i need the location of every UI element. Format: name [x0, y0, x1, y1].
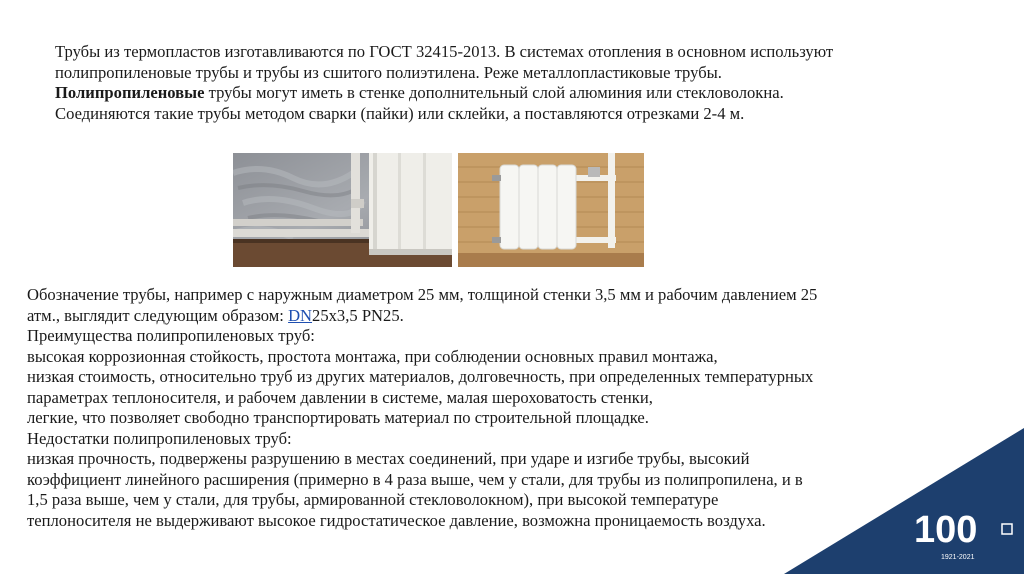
- intro-line-3: [55, 83, 985, 104]
- corner-triangle: [784, 428, 1024, 574]
- photo-radiator: [458, 153, 644, 267]
- intro-line-3-rest: трубы могут иметь в стенке дополнительный слой алюминия или стекловолокна.: [204, 83, 784, 102]
- disadvantages-line-2: коэффициент линейного расширения (примерно в 4 раза выше, чем у стали, для трубы из полипропилена, и в: [27, 469, 803, 489]
- advantages-heading: Преимущества полипропиленовых труб:: [27, 326, 315, 345]
- dn-link[interactable]: DN: [288, 305, 313, 325]
- designation-line-1: Обозначение трубы, например с наружным диаметром 25 мм, толщиной стенки 3,5 мм и рабочим давлением 25: [27, 285, 818, 304]
- logo-years: 1921-2021: [941, 554, 975, 561]
- anniversary-logo-corner: [764, 414, 1024, 574]
- designation-line-2: [27, 306, 977, 327]
- designation-suffix: 25x3,5 PN25.: [312, 305, 404, 325]
- disadvantages-line-3: 1,5 раза выше, чем у стали, для трубы, армированной стекловолокном), при высокой температуре: [27, 490, 719, 509]
- intro-line-4: Соединяются такие трубы методом сварки (пайки) или склейки, а поставляются отрезками 2-4 м.: [55, 103, 745, 123]
- intro-paragraph: [55, 42, 985, 124]
- disadvantages-line-4: теплоносителя не выдерживают высокое гидростатическое давление, возможна проницаемость воздуха.: [27, 510, 766, 530]
- advantages-line-2: низкая стоимость, относительно труб из других материалов, долговечность, при определенных температурных: [27, 367, 814, 386]
- photo-pipes-floor: [233, 153, 452, 267]
- intro-line-2: полипропиленовые трубы и трубы из сшитого полиэтилена. Реже металлопластиковые трубы.: [55, 62, 722, 82]
- advantages-line-4: легкие, что позволяет свободно транспортировать материал по строительной площадке.: [27, 408, 649, 427]
- advantages-line-1: высокая коррозионная стойкость, простота монтажа, при соблюдении основных правил монтажа,: [27, 346, 718, 366]
- designation-prefix: атм., выглядит следующим образом:: [27, 305, 289, 325]
- disadvantages-heading: Недостатки полипропиленовых труб:: [27, 428, 292, 448]
- advantages-line-3: параметрах теплоносителя, и рабочем давлении в системе, малая шероховатость стенки,: [27, 387, 653, 407]
- intro-line-1: Трубы из термопластов изготавливаются по ГОСТ 32415-2013. В системах отопления в основном используют: [55, 42, 834, 61]
- disadvantages-line-1: низкая прочность, подвержены разрушению в местах соединений, при ударе и изгибе трубы, высокий: [27, 449, 750, 468]
- intro-bold-term: Полипропиленовые: [55, 83, 205, 102]
- logo-number: 100: [914, 509, 978, 551]
